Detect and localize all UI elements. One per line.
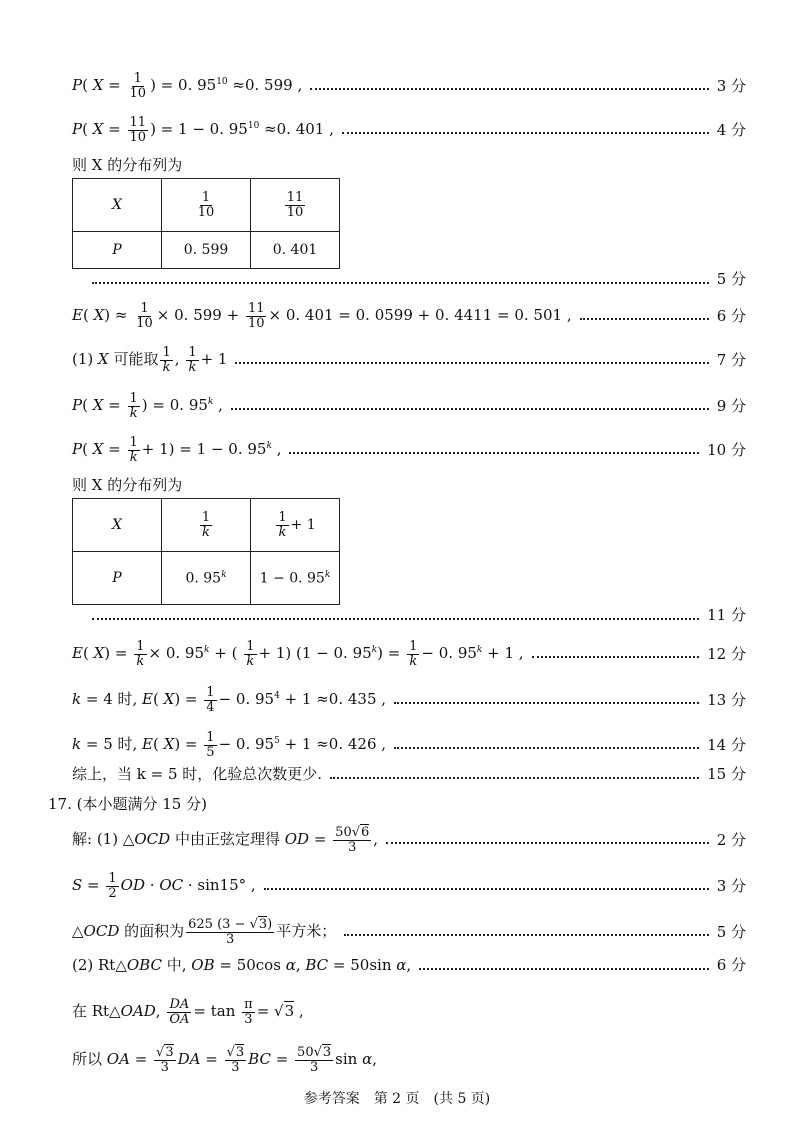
table-header-p: P [73,552,162,605]
dot-leader [92,612,699,620]
dot-leader [386,836,709,844]
answer-line-7: P( X = $\frac{1}{k}$ ) = 0. 95$^k$ , 9 分 [72,391,746,421]
score-label: 10 分 [707,440,746,459]
answer-line-4 [72,272,746,287]
dot-leader [92,276,709,284]
answer-line-5: E( X) ≈ $\frac{1}{10}$ × 0. 599 + $\frac{11}{10}$ × 0. 401 = 0. 0599 + 0. 4411 = 0. 501 , 6 分 [72,301,746,331]
question-17-heading: 17. (本小题满分 15 分) [48,795,207,813]
score-label: 11 分 [707,606,746,624]
score-label: 13 分 [707,690,746,709]
score-label: 5 分 [716,270,746,288]
table-cell: $\frac{1}{k}$ + 1 [251,499,340,552]
dot-leader [289,446,699,454]
table-header-x: X [73,499,162,552]
distribution-table-2 [72,498,340,605]
page-footer: 参考答案 第 2 页 (共 5 页) [303,1091,491,1107]
dot-leader [231,402,709,410]
score-label: 15 分 [707,765,746,783]
table-cell: 0. 95$^k$ [162,552,251,605]
distribution-heading: 则 X 的分布列为 [72,156,183,174]
table-header-x: X [73,179,162,232]
answer-line-21: 所以 OA = $\frac{√3}{3}$ DA = $\frac{√3}{3}$ BC = $\frac{50√3}{3}$ sin α, [72,1045,378,1075]
answer-line-6: (1) X 可能取 $\frac{1}{k}$ , $\frac{1}{k}$ + 1 7 分 [72,345,746,375]
answer-line-19: (2) Rt△OBC 中, OB = 50cos α, BC = 50sin α, 6 分 [72,956,746,974]
answer-line-17: S = $\frac{1}{2}$ OD · OC · sin15° , 3 分 [72,871,746,901]
dot-leader [344,928,708,936]
distribution-table-1 [72,178,340,269]
dot-leader [419,962,708,970]
answer-line-8: P( X = $\frac{1}{k}$ + 1) = 1 − 0. 95$^k$ , 10 分 [72,435,746,465]
answer-line-13: k = 5 时, E( X) = $\frac{1}{5}$ − 0. $95^5 + 1 \approx 0$. 426 , 14 分 [72,730,746,760]
dot-leader [532,650,700,658]
score-label: 6 分 [716,306,746,325]
table-cell: $\frac{1}{k}$ [162,499,251,552]
distribution-heading: 则 X 的分布列为 [72,476,183,494]
score-label: 14 分 [707,735,746,754]
answer-line-12: k = 4 时, E( X) = $\frac{1}{4}$ − 0. $95^4 + 1 \approx 0$. 435 , 13 分 [72,685,746,715]
score-label: 9 分 [716,396,746,415]
table-cell: $\frac{11}{10}$ [251,179,340,232]
dot-leader [264,882,709,890]
dot-leader [394,741,699,749]
answer-line-16: 解: (1) △OCD 中由正弦定理得 OD = $\frac{50√6}{3}$ , 2 分 [72,825,746,855]
score-label: 6 分 [716,956,746,974]
dot-leader [235,356,708,364]
table-cell: 1 − 0. 95$^k$ [251,552,340,605]
dot-leader [330,771,699,779]
score-label: 12 分 [707,644,746,663]
answer-line-14: 综上，当 k = 5 时，化验总次数更少. 15 分 [72,765,746,783]
dot-leader [310,82,708,90]
dot-leader [580,312,709,320]
answer-line-1: P( X = $\frac{1}{10}$ ) = 0. $95^{10} \approx 0$. 599 , 3 分 [72,71,746,101]
dot-leader [342,126,709,134]
score-label: 2 分 [716,830,746,849]
table-cell: 0. 599 [162,232,251,269]
score-label: 3 分 [716,76,746,95]
score-label: 7 分 [716,350,746,369]
score-label: 5 分 [716,922,746,941]
table-header-p: P [73,232,162,269]
answer-line-2: P( X = $\frac{11}{10}$ ) = 1 − 0. $95^{10} \approx 0$. 401 , 4 分 [72,115,746,145]
answer-line-18: △OCD 的面积为 $\frac{625 (3 - √3)}{3}$ 平方米； 5 分 [72,917,746,947]
table-cell: $\frac{1}{10}$ [162,179,251,232]
dot-leader [394,696,699,704]
score-label: 4 分 [716,120,746,139]
answer-line-20: 在 Rt△OAD, $\frac{DA}{OA}$ = tan $\frac{\pi}{3}$ = √3 , [72,997,304,1027]
answer-line-11: E( X) = $\frac{1}{k}$ × 0. $95^k$ + ( $\frac{1}{k}$ + 1) (1 − 0. $95^k$) = $\frac{1}{k}$ − 0. $95^k + 1$ , 12 分 [72,639,746,669]
table-cell: 0. 401 [251,232,340,269]
score-label: 3 分 [716,876,746,895]
answer-line-10 [72,608,746,623]
